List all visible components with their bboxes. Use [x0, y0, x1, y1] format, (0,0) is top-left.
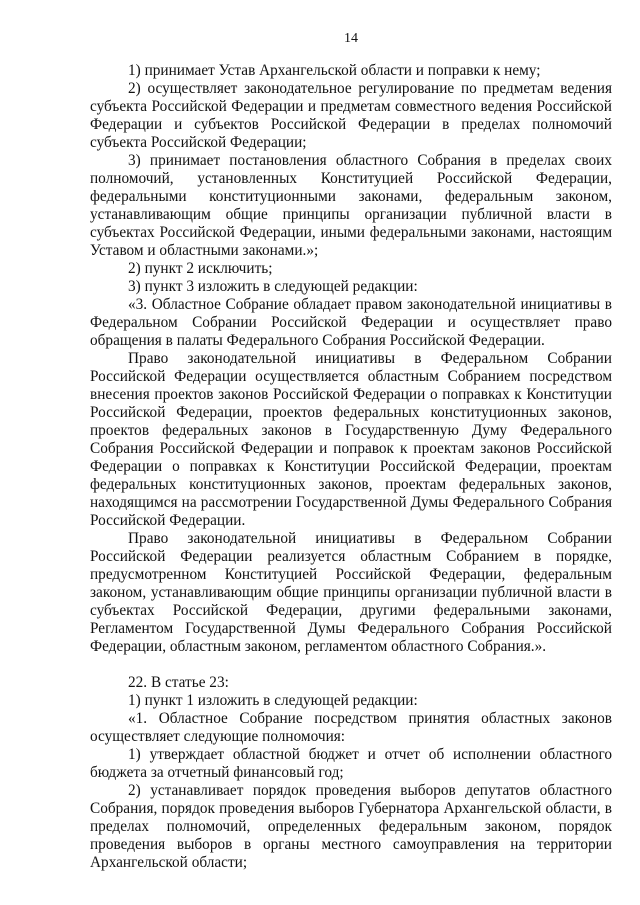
paragraph-legislative-initiative-1: Право законодательной инициативы в Федеральном Собрании Российской Федерации осуществляется областным Собранием посредством внесения проектов законов Российской Федерации о поправках к Конституции Российской Федерации, проектов федеральных конституционных законов, проектов федеральных законов в Государственную Думу Федерального Собрания Российской Федерации и поправок к проектам законов Российской Федерации о поправках к Конституции Российской Федерации, проектам федеральных конституционных законов, проектам федеральных законов, находящимся на рассмотрении Государственной Думы Федерального Собрания Российской Федерации.: [90, 350, 612, 529]
paragraph-point-1-text: «1. Областное Собрание посредством принятия областных законов осуществляет следующие полномочия:: [90, 710, 612, 745]
paragraph-spacer: [90, 656, 612, 674]
paragraph-elections: 2) устанавливает порядок проведения выборов депутатов областного Собрания, порядок проведения выборов Губернатора Архангельской области, в пределах полномочий, определенных федеральным законом, порядок проведения выборов в органы местного самоуправления на территории Архангельской области;: [90, 782, 612, 871]
paragraph-item-3: 3) принимает постановления областного Собрания в пределах своих полномочий, установленных Конституцией Российской Федерации, федеральными конституционными законами, федеральным законом, устанавливающим общие принципы организации публичной власти в субъектах Российской Федерации, иными федеральными законами, настоящим Уставом и областными законами.»;: [90, 152, 612, 259]
paragraph-item-2: 2) осуществляет законодательное регулирование по предметам ведения субъекта Российской Федерации и предметам совместного ведения Российской Федерации и субъектов Российской Федерации в пределах полномочий субъекта Российской Федерации;: [90, 80, 612, 151]
section-heading-article-23: 22. В статье 23:: [128, 674, 229, 691]
paragraph-point-3-text: «3. Областное Собрание обладает правом законодательной инициативы в Федеральном Собрании Российской Федерации и осуществляет право обращения в палаты Федерального Собрания Российской Федерации.: [90, 296, 612, 349]
paragraph-budget: 1) утверждает областной бюджет и отчет об исполнении областного бюджета за отчетный финансовый год;: [90, 746, 612, 781]
page-number: 14: [344, 31, 358, 46]
paragraph-point-3-intro: 3) пункт 3 изложить в следующей редакции:: [128, 278, 418, 295]
paragraph-point-1-intro: 1) пункт 1 изложить в следующей редакции:: [128, 692, 418, 709]
document-page: [90, 30, 612, 872]
paragraph-legislative-initiative-2: Право законодательной инициативы в Федеральном Собрании Российской Федерации реализуется областным Собранием в порядке, предусмотренном Конституцией Российской Федерации, федеральным законом, устанавливающим общие принципы организации публичной власти в субъектах Российской Федерации, другими федеральными законами, Регламентом Государственной Думы Федерального Собрания Российской Федерации, областным законом, регламентом областного Собрания.».: [90, 530, 612, 655]
paragraph-item-1: 1) принимает Устав Архангельской области и поправки к нему;: [128, 62, 541, 79]
paragraph-point-2-excluded: 2) пункт 2 исключить;: [128, 260, 273, 277]
